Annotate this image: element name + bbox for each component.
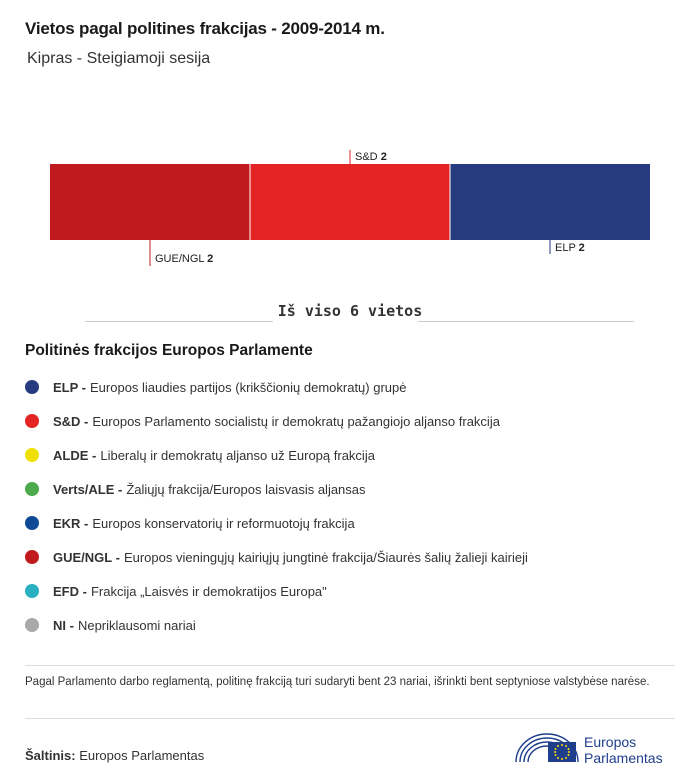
legend-text: Žaliųjų frakcija/Europos laisvasis aljansas <box>126 481 366 497</box>
legend-text: Nepriklausomi nariai <box>77 617 196 633</box>
source-label: Šaltinis: <box>25 748 76 763</box>
total-divider-right <box>418 321 634 322</box>
seat-bar-chart <box>0 140 700 290</box>
total-seats-label: Iš viso 6 vietos <box>277 302 423 320</box>
bar-label-s-d: S&D 2 <box>355 151 387 163</box>
european-parliament-logo[interactable] <box>514 728 679 768</box>
bar-segment-gue-ngl <box>50 164 250 240</box>
legend-abbr: EFD - <box>53 583 87 599</box>
footer-divider-bottom <box>25 718 675 719</box>
logo-text-line1: Europos <box>584 734 637 750</box>
legend-dot-alde <box>25 448 39 462</box>
legend-item-ekr <box>25 506 528 540</box>
legend-text: Frakcija „Laisvės ir demokratijos Europa" <box>90 583 327 599</box>
legend-title: Politinės frakcijos Europos Parlamente <box>25 342 313 359</box>
legend-text: Europos Parlamento socialistų ir demokratų pažangiojo aljanso frakcija <box>92 413 500 429</box>
legend <box>25 370 528 642</box>
source-line <box>25 748 204 763</box>
legend-dot-ni <box>25 618 39 632</box>
legend-abbr: ELP - <box>53 379 86 395</box>
total-divider-left <box>85 321 273 322</box>
bar-segment-elp <box>450 164 650 240</box>
footer-note: Pagal Parlamento darbo reglamentą, politinę frakciją turi sudaryti bent 23 nariai, išrinkti bent septyniose valstybėse narėse. <box>25 676 650 688</box>
footer-divider-top <box>25 665 675 666</box>
legend-abbr: S&D - <box>53 413 89 429</box>
legend-dot-gue-ngl <box>25 550 39 564</box>
legend-abbr: ALDE - <box>53 447 97 463</box>
legend-dot-verts-ale <box>25 482 39 496</box>
chart-title: Vietos pagal politines frakcijas - 2009-2014 m. <box>25 19 385 38</box>
legend-dot-elp <box>25 380 39 394</box>
legend-dot-sd <box>25 414 39 428</box>
legend-item-verts-ale <box>25 472 528 506</box>
legend-text: Europos vieningųjų kairiųjų jungtinė frakcija/Šiaurės šalių žalieji kairieji <box>123 549 528 565</box>
logo-text-line2: Parlamentas <box>584 750 663 766</box>
legend-abbr: Verts/ALE - <box>53 481 123 497</box>
legend-dot-ekr <box>25 516 39 530</box>
chart-subtitle: Kipras - Steigiamoji sesija <box>27 50 211 67</box>
legend-abbr: GUE/NGL - <box>53 549 120 565</box>
bar-label-gue-ngl: GUE/NGL 2 <box>155 253 214 265</box>
legend-item-alde <box>25 438 528 472</box>
bar-segment-s-d <box>250 164 450 240</box>
bar-label-elp: ELP 2 <box>555 242 585 254</box>
legend-item-gue-ngl <box>25 540 528 574</box>
legend-item-ni <box>25 608 528 642</box>
legend-item-sd <box>25 404 528 438</box>
legend-text: Europos liaudies partijos (krikščionių demokratų) grupė <box>90 379 407 395</box>
parliament-hemicycle-icon <box>514 728 580 768</box>
legend-dot-efd <box>25 584 39 598</box>
source-value: Europos Parlamentas <box>79 748 205 763</box>
legend-abbr: EKR - <box>53 515 89 531</box>
legend-text: Europos konservatorių ir reformuotojų frakcija <box>92 515 355 531</box>
legend-item-efd <box>25 574 528 608</box>
legend-text: Liberalų ir demokratų aljanso už Europą frakcija <box>100 447 375 463</box>
legend-item-elp <box>25 370 528 404</box>
legend-abbr: NI - <box>53 617 74 633</box>
logo-text <box>584 734 663 766</box>
